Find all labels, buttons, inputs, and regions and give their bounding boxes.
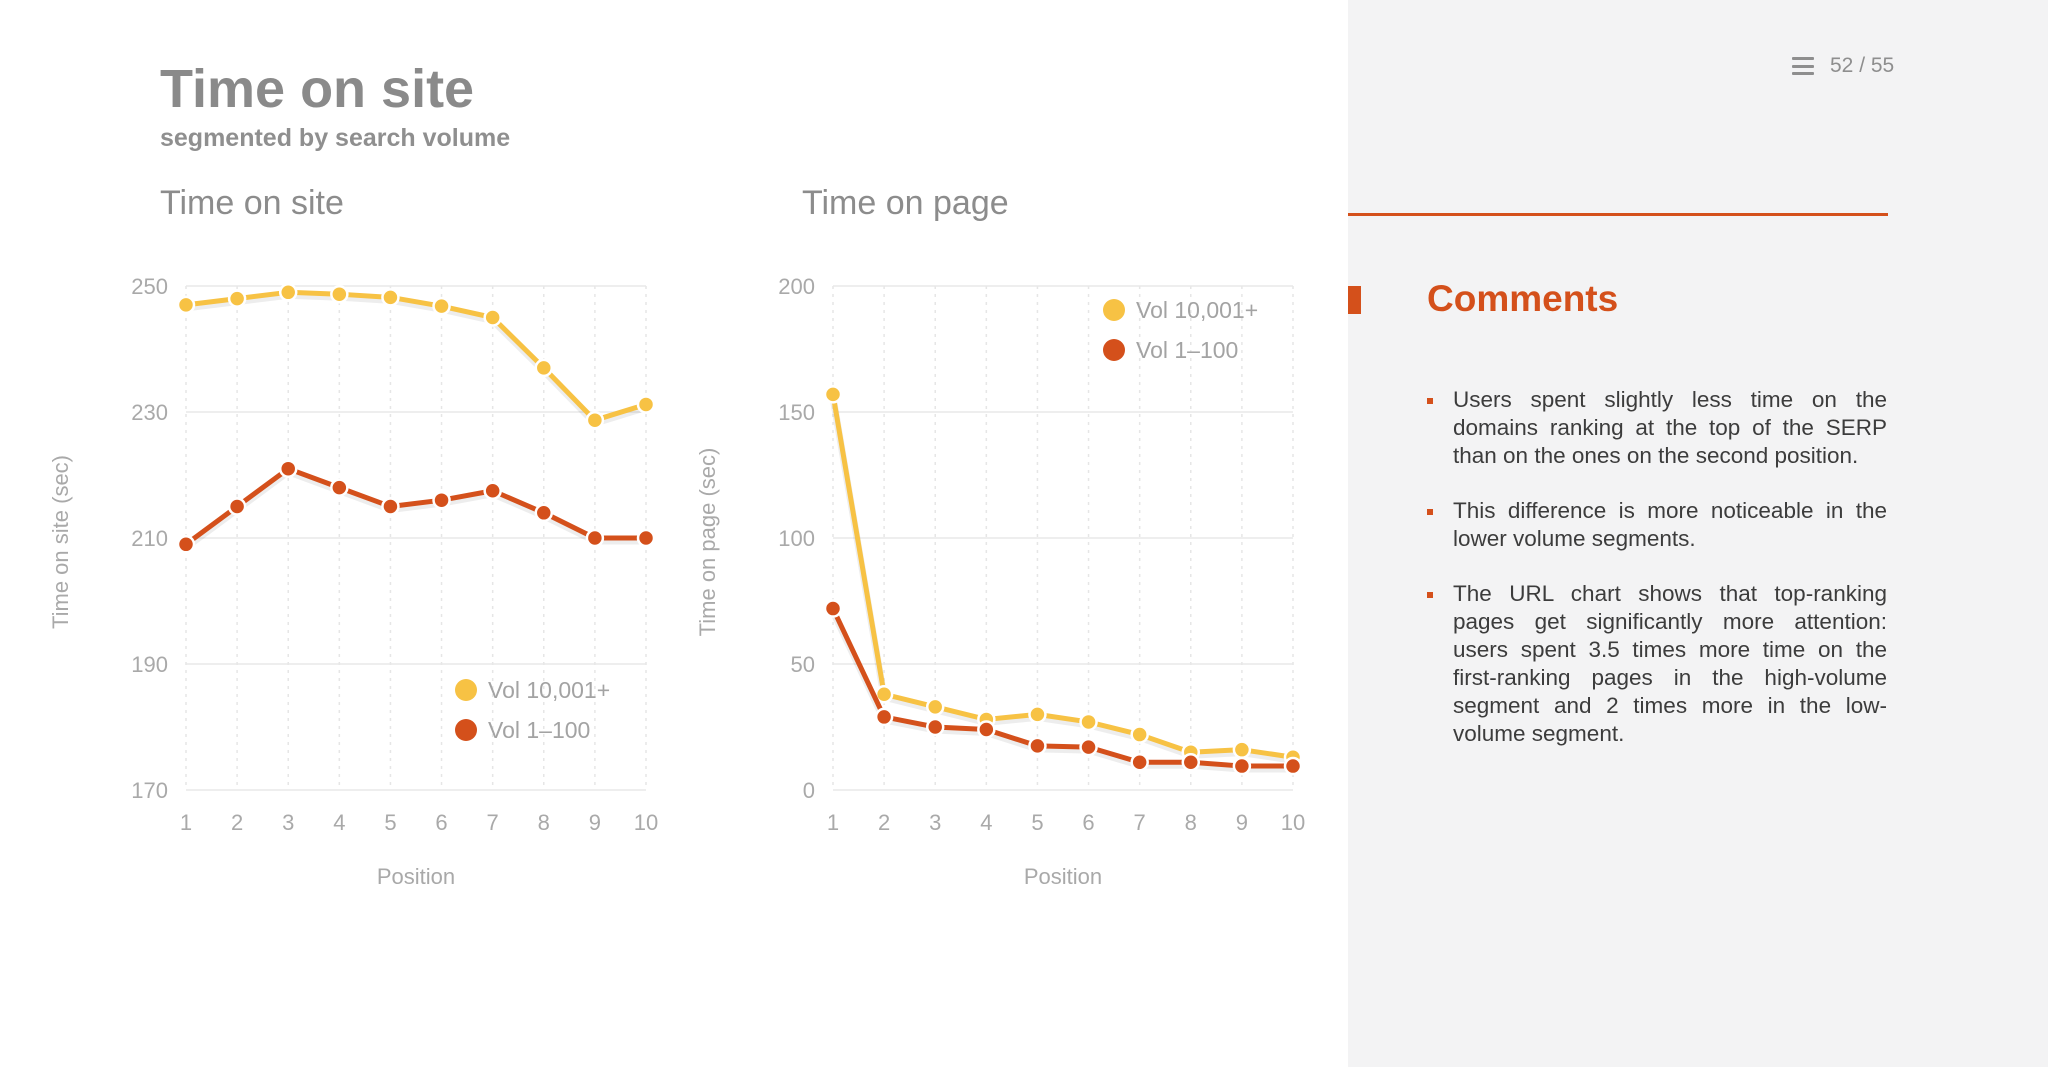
data-point — [1285, 758, 1301, 774]
data-point — [638, 396, 654, 412]
data-point — [485, 483, 501, 499]
comments-list — [1427, 386, 1887, 775]
data-point — [927, 719, 943, 735]
x-tick-label: 5 — [384, 810, 397, 835]
bullet-icon — [1427, 509, 1433, 515]
page-counter: 52 / 55 — [1830, 54, 1895, 77]
x-tick-label: 8 — [1184, 810, 1197, 835]
x-tick-label: 3 — [282, 810, 295, 835]
panel-divider — [1348, 213, 1888, 216]
x-axis-label: Position — [376, 864, 456, 889]
chart-2 — [695, 274, 1305, 889]
data-point — [178, 297, 194, 313]
legend-swatch — [1103, 299, 1125, 321]
data-point — [536, 360, 552, 376]
x-tick-label: 1 — [826, 810, 840, 835]
data-point — [280, 284, 296, 300]
list-item — [1427, 386, 1887, 470]
data-point — [1234, 742, 1250, 758]
legend-label: Vol 1–100 — [1136, 337, 1239, 363]
data-point — [1234, 758, 1250, 774]
x-tick-label: 1 — [179, 810, 193, 835]
data-point — [1081, 714, 1097, 730]
data-point — [1132, 754, 1148, 770]
data-point — [825, 386, 841, 402]
x-tick-label: 4 — [333, 810, 346, 835]
x-tick-label: 9 — [1235, 810, 1249, 835]
y-tick-label: 170 — [131, 778, 168, 803]
x-axis-label: Position — [1023, 864, 1103, 889]
y-tick-label: 200 — [778, 274, 815, 299]
x-tick-label: 9 — [588, 810, 602, 835]
data-point — [229, 291, 245, 307]
x-tick-label: 5 — [1031, 810, 1044, 835]
legend-label: Vol 10,001+ — [1136, 297, 1259, 323]
menu-icon[interactable] — [1792, 57, 1814, 75]
x-tick-label: 8 — [537, 810, 550, 835]
page-title: Time on site — [160, 59, 475, 119]
x-tick-label: 6 — [435, 810, 448, 835]
series-line-shadow — [833, 397, 1293, 760]
list-item — [1427, 580, 1887, 748]
data-point — [485, 310, 501, 326]
y-tick-label: 210 — [131, 526, 168, 551]
y-tick-label: 100 — [778, 526, 815, 551]
data-point — [825, 601, 841, 617]
x-tick-label: 7 — [1133, 810, 1146, 835]
y-axis-label: Time on site (sec) — [48, 454, 73, 630]
data-point — [536, 505, 552, 521]
x-tick-label: 3 — [929, 810, 942, 835]
data-point — [638, 530, 654, 546]
comments-title: Comments — [1427, 278, 1619, 319]
page-subtitle: segmented by search volume — [160, 124, 511, 152]
y-tick-label: 190 — [131, 652, 168, 677]
x-tick-label: 2 — [230, 810, 244, 835]
y-tick-label: 150 — [778, 400, 815, 425]
x-tick-label: 2 — [877, 810, 891, 835]
x-tick-label: 6 — [1082, 810, 1095, 835]
data-point — [434, 298, 450, 314]
series-line — [186, 292, 646, 420]
x-tick-label: 10 — [1280, 810, 1306, 835]
data-point — [280, 461, 296, 477]
data-point — [1029, 738, 1045, 754]
data-point — [587, 412, 603, 428]
data-point — [876, 709, 892, 725]
y-tick-label: 250 — [131, 274, 168, 299]
chart-1 — [48, 274, 658, 889]
data-point — [382, 289, 398, 305]
x-tick-label: 4 — [980, 810, 993, 835]
comment-text: The URL chart shows that top-ranking pages get significantly more attention: users spent 3.5 times more time on the first-ranking pages in the high-volume segment and 2 times more in the low-volume segment. — [1453, 581, 1887, 746]
data-point — [587, 530, 603, 546]
legend-swatch — [1103, 339, 1125, 361]
chart-title-time-on-page: Time on page — [802, 184, 1009, 222]
y-tick-label: 0 — [802, 778, 815, 803]
series-line-shadow — [186, 472, 646, 548]
data-point — [331, 480, 347, 496]
data-point — [1183, 754, 1199, 770]
data-point — [978, 722, 994, 738]
data-point — [1081, 739, 1097, 755]
data-point — [1029, 706, 1045, 722]
x-tick-label: 10 — [633, 810, 659, 835]
legend-label: Vol 10,001+ — [488, 677, 611, 703]
data-point — [382, 499, 398, 515]
y-axis-label: Time on page (sec) — [695, 447, 720, 637]
bullet-icon — [1427, 398, 1433, 404]
comment-text: Users spent slightly less time on the domains ranking at the top of the SERP than on the ones on the second position. — [1453, 387, 1887, 468]
legend-swatch — [455, 719, 477, 741]
data-point — [178, 536, 194, 552]
data-point — [331, 286, 347, 302]
bullet-icon — [1427, 592, 1433, 598]
chart-title-time-on-site: Time on site — [160, 184, 344, 222]
data-point — [229, 499, 245, 515]
legend-swatch — [455, 679, 477, 701]
legend-label: Vol 1–100 — [488, 717, 591, 743]
data-point — [1132, 727, 1148, 743]
data-point — [927, 699, 943, 715]
data-point — [434, 492, 450, 508]
comment-text: This difference is more noticeable in the lower volume segments. — [1453, 498, 1887, 551]
list-item — [1427, 497, 1887, 553]
pager — [1792, 54, 1894, 78]
section-marker — [1348, 286, 1361, 314]
y-tick-label: 50 — [790, 652, 815, 677]
x-tick-label: 7 — [486, 810, 499, 835]
series-line — [833, 609, 1293, 767]
y-tick-label: 230 — [131, 400, 168, 425]
